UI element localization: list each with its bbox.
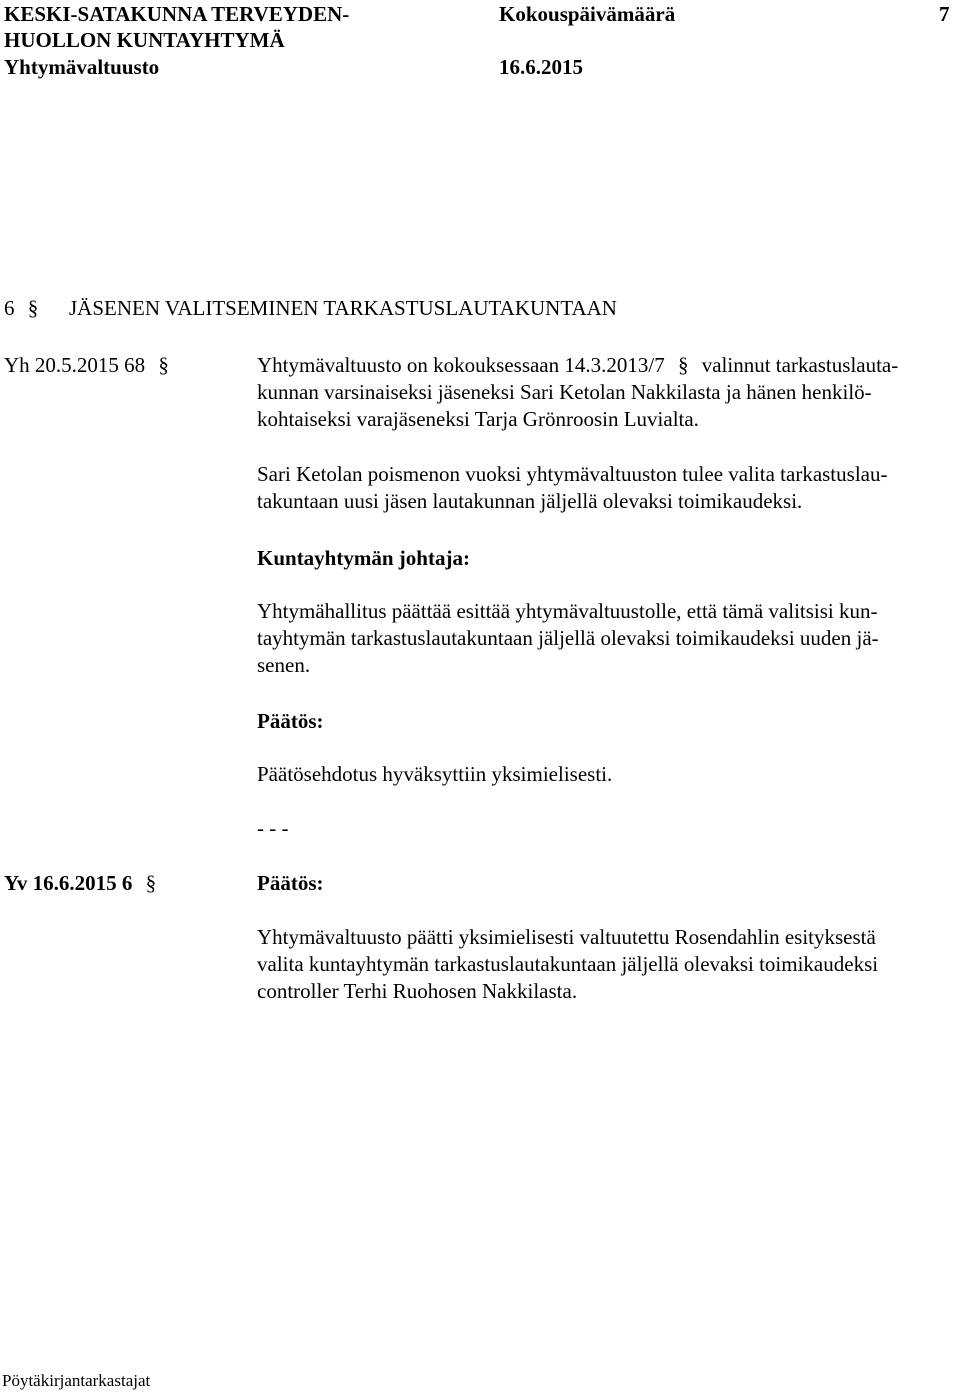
section-number: 6 § <box>4 296 39 320</box>
paragraph-2-line-1: Sari Ketolan poismenon vuoksi yhtymävaltuuston tulee valita tarkastuslau- <box>257 462 888 486</box>
organization-name-line2: HUOLLON KUNTAYHTYMÄ <box>4 28 285 52</box>
date-label: Kokouspäivämäärä <box>499 2 676 26</box>
final-decision-line-3: controller Terhi Ruohosen Nakkilasta. <box>257 979 578 1003</box>
organization-name-line1: KESKI-SATAKUNNA TERVEYDEN- <box>4 2 350 26</box>
paragraph-1-line-2: kunnan varsinaiseksi jäseneksi Sari Ketolan Nakkilasta ja hänen henkilö- <box>257 380 872 404</box>
section-symbol: § <box>27 296 39 320</box>
paragraph-2-line-2: takuntaan uusi jäsen lautakunnan jäljellä olevaksi toimikaudeksi. <box>257 489 803 513</box>
yv-reference: Yv 16.6.2015 6 § <box>4 871 157 895</box>
page-number: 7 <box>939 2 950 26</box>
paragraph-1-line-1: Yhtymävaltuusto on kokouksessaan 14.3.2013/7 § valinnut tarkastuslauta- <box>257 353 899 377</box>
paragraph-3-line-3: senen. <box>257 653 311 677</box>
yh-section-symbol: § <box>158 353 169 377</box>
director-heading: Kuntayhtymän johtaja: <box>257 546 470 570</box>
final-decision-line-1: Yhtymävaltuusto päätti yksimielisesti valtuutettu Rosendahlin esityksestä <box>257 925 876 949</box>
decision-heading: Päätös: <box>257 709 324 733</box>
paragraph-1-line-3: kohtaiseksi varajäseneksi Tarja Grönroosin Luvialta. <box>257 407 699 431</box>
meeting-date: 16.6.2015 <box>499 55 583 79</box>
paragraph-3-line-2: tayhtymän tarkastuslautakuntaan jäljellä olevaksi toimikaudeksi uuden jä- <box>257 626 879 650</box>
separator: - - - <box>257 816 289 840</box>
section-title: JÄSENEN VALITSEMINEN TARKASTUSLAUTAKUNTAAN <box>69 296 617 320</box>
final-decision-line-2: valita kuntayhtymän tarkastuslautakuntaan jäljellä olevaksi toimikaudeksi <box>257 952 879 976</box>
yv-section-symbol: § <box>145 871 157 895</box>
meeting-body: Yhtymävaltuusto <box>4 55 160 79</box>
decision-text: Päätösehdotus hyväksyttiin yksimielisesti. <box>257 762 613 786</box>
yh-reference: Yh 20.5.2015 68 § <box>4 353 169 377</box>
final-decision-heading: Päätös: <box>257 871 324 895</box>
footer-label: Pöytäkirjantarkastajat <box>2 1371 151 1390</box>
paragraph-3-line-1: Yhtymähallitus päättää esittää yhtymävaltuustolle, että tämä valitsisi kun- <box>257 599 878 623</box>
